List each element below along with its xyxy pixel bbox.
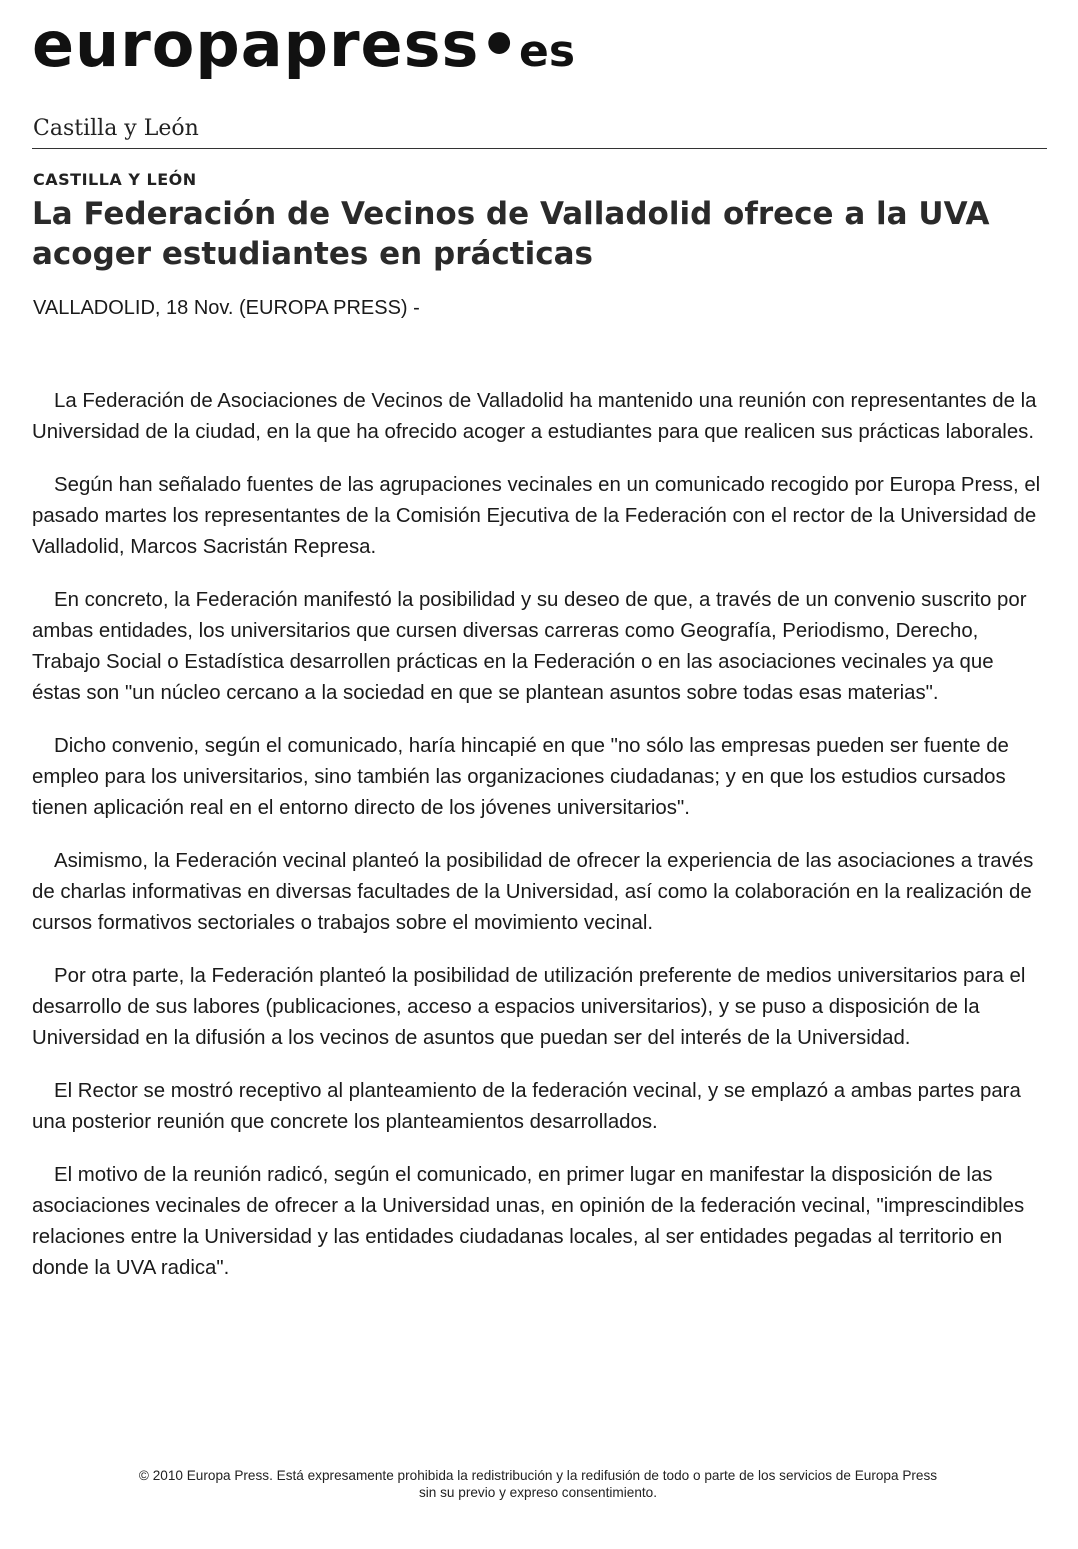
article-kicker: CASTILLA Y LEÓN	[33, 170, 197, 189]
article-paragraph: El motivo de la reunión radicó, según el comunicado, en primer lugar en manifestar la disposición de las asociaciones vecinales de ofrecer a la Universidad unas, en opinión de la federación vecinal, "imprescindibles relaciones entre la Universidad y las entidades ciudadanas locales, al ser entidades pegadas al territorio en donde la UVA radica".	[32, 1164, 1025, 1279]
copyright-footer	[28, 1467, 1048, 1501]
copyright-line-1: © 2010 Europa Press. Está expresamente prohibida la redistribución y la redifusión de todo o parte de los servicios de Europa Press	[138, 1468, 938, 1483]
article-paragraph: Asimismo, la Federación vecinal planteó la posibilidad de ofrecer la experiencia de las asociaciones a través de charlas informativas en diversas facultades de la Universidad, así como la colaboración en la realización de cursos formativos sectoriales o trabajos sobre el movimiento vecinal.	[32, 850, 1034, 934]
logo-dot: •	[479, 8, 520, 81]
article-body	[32, 386, 1044, 1306]
section-name: Castilla y León	[33, 116, 199, 141]
article-paragraph: Dicho convenio, según el comunicado, haría hincapié en que "no sólo las empresas pueden ser fuente de empleo para los universitarios, sino también las organizaciones ciudadanas; y en que los estudios cursados tienen aplicación real en el entorno directo de los jóvenes universitarios".	[32, 735, 1009, 819]
article-paragraph: Por otra parte, la Federación planteó la posibilidad de utilización preferente de medios universitarios para el desarrollo de sus labores (publicaciones, acceso a espacios universitarios), y se puso a disposición de la Universidad en la difusión a los vecinos de asuntos que puedan ser del interés de la Universidad.	[32, 965, 1026, 1049]
header-divider	[32, 148, 1047, 149]
article-paragraph: En concreto, la Federación manifestó la posibilidad y su deseo de que, a través de un convenio suscrito por ambas entidades, los universitarios que cursen diversas carreras como Geografía, Periodismo, Derecho, Trabajo Social o Estadística desarrollen prácticas en la Federación o en las asociaciones vecinales ya que éstas son "un núcleo cercano a la sociedad en que se plantean asuntos sobre todas esas materias".	[32, 589, 1027, 704]
article-dateline: VALLADOLID, 18 Nov. (EUROPA PRESS) -	[33, 297, 420, 319]
article-paragraph: El Rector se mostró receptivo al planteamiento de la federación vecinal, y se emplazó a ambas partes para una posterior reunión que concrete los planteamientos desarrollados.	[32, 1080, 1021, 1133]
logo-brand: europapress	[32, 8, 480, 81]
article-paragraph: Según han señalado fuentes de las agrupaciones vecinales en un comunicado recogido por Europa Press, el pasado martes los representantes de la Comisión Ejecutiva de la Federación con el rector de la Universidad de Valladolid, Marcos Sacristán Represa.	[32, 474, 1041, 558]
copyright-line-2: sin su previo y expreso consentimiento.	[418, 1485, 657, 1500]
article-title: La Federación de Vecinos de Valladolid ofrece a la UVA acoger estudiantes en prácticas	[32, 196, 990, 272]
europapress-logo	[32, 8, 576, 81]
logo-tld: es	[519, 26, 576, 77]
article-paragraph: La Federación de Asociaciones de Vecinos de Valladolid ha mantenido una reunión con representantes de la Universidad de la ciudad, en la que ha ofrecido acoger a estudiantes para que realicen sus prácticas laborales.	[32, 390, 1037, 443]
